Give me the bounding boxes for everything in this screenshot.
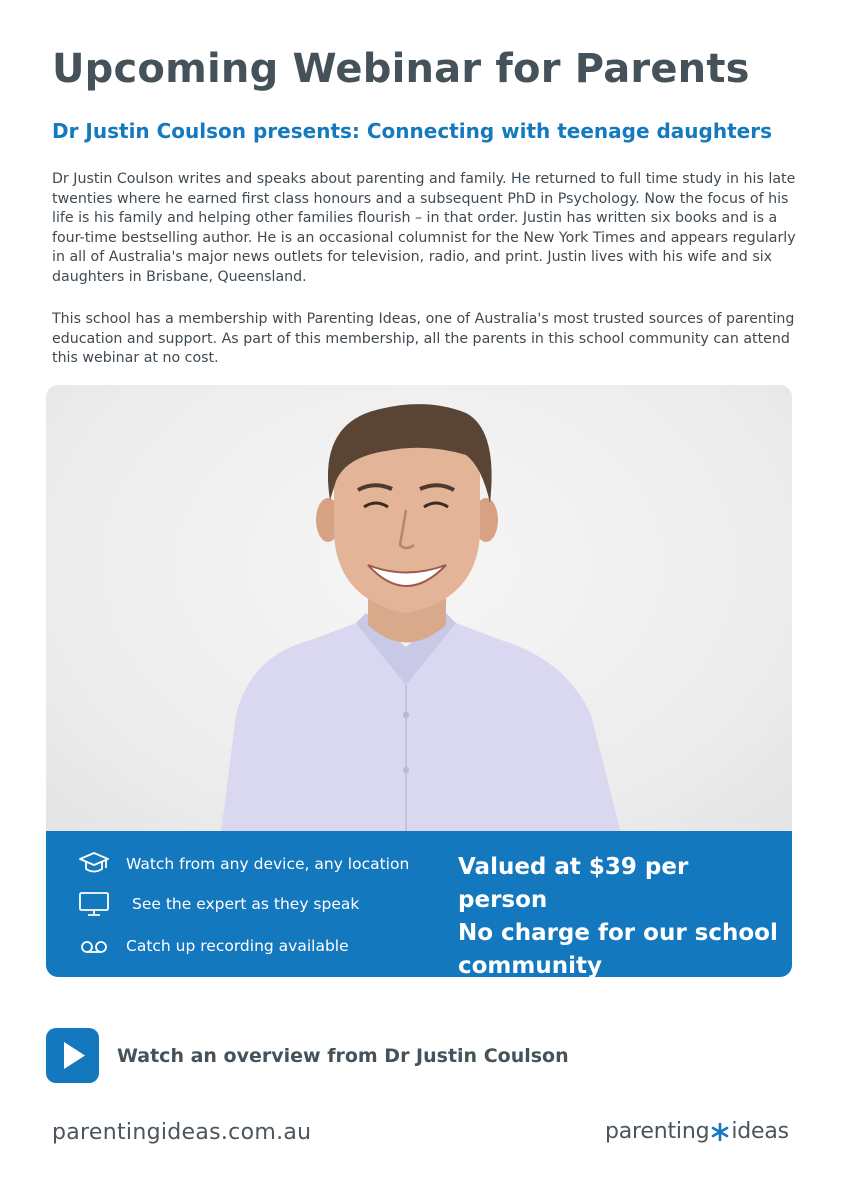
voicemail-icon (78, 933, 110, 959)
feature-label: Catch up recording available (126, 937, 349, 955)
value-line: No charge for our school (458, 920, 778, 946)
webinar-subtitle: Dr Justin Coulson presents: Connecting with teenage daughters (52, 119, 772, 143)
logo-text-right: ideas (731, 1119, 789, 1144)
feature-label: See the expert as they speak (132, 895, 360, 913)
benefits-banner (46, 831, 792, 977)
asterisk-icon (710, 1122, 730, 1142)
play-video-button[interactable] (46, 1028, 99, 1083)
parenting-ideas-logo (605, 1119, 789, 1144)
website-url[interactable]: parentingideas.com.au (52, 1120, 312, 1145)
value-line: community (458, 953, 602, 979)
presenter-bio: Dr Justin Coulson writes and speaks about parenting and family. He returned to full time study in his late twenties where he earned first class honours and a subsequent PhD in Psychology. Now the focus of his life is his family and helping other families flourish – in that order. Justin has written six books and is a four-time bestselling author. He is an occasional columnist for the New York Times and appears regularly in all of Australia's major news outlets for television, radio, and print. Justin lives with his wife and six daughters in Brisbane, Queensland. (52, 171, 796, 285)
monitor-icon (78, 891, 110, 917)
membership-info: This school has a membership with Parenting Ideas, one of Australia's most trusted sources of parenting education and support. As part of this membership, all the parents in this school community can attend this webinar at no cost. (52, 311, 795, 367)
page-title: Upcoming Webinar for Parents (52, 46, 750, 92)
value-statement (458, 851, 778, 983)
feature-label: Watch from any device, any location (126, 855, 410, 873)
feature-any-device (78, 851, 409, 877)
feature-see-expert (78, 891, 359, 917)
logo-text-left: parenting (605, 1119, 710, 1144)
watch-overview-link[interactable]: Watch an overview from Dr Justin Coulson (117, 1045, 569, 1067)
presenter-photo (46, 385, 792, 833)
graduation-cap-icon (78, 851, 110, 877)
play-icon (46, 1028, 99, 1083)
feature-recording (78, 933, 349, 959)
presenter-portrait (46, 385, 792, 833)
value-line: Valued at $39 per person (458, 854, 689, 913)
